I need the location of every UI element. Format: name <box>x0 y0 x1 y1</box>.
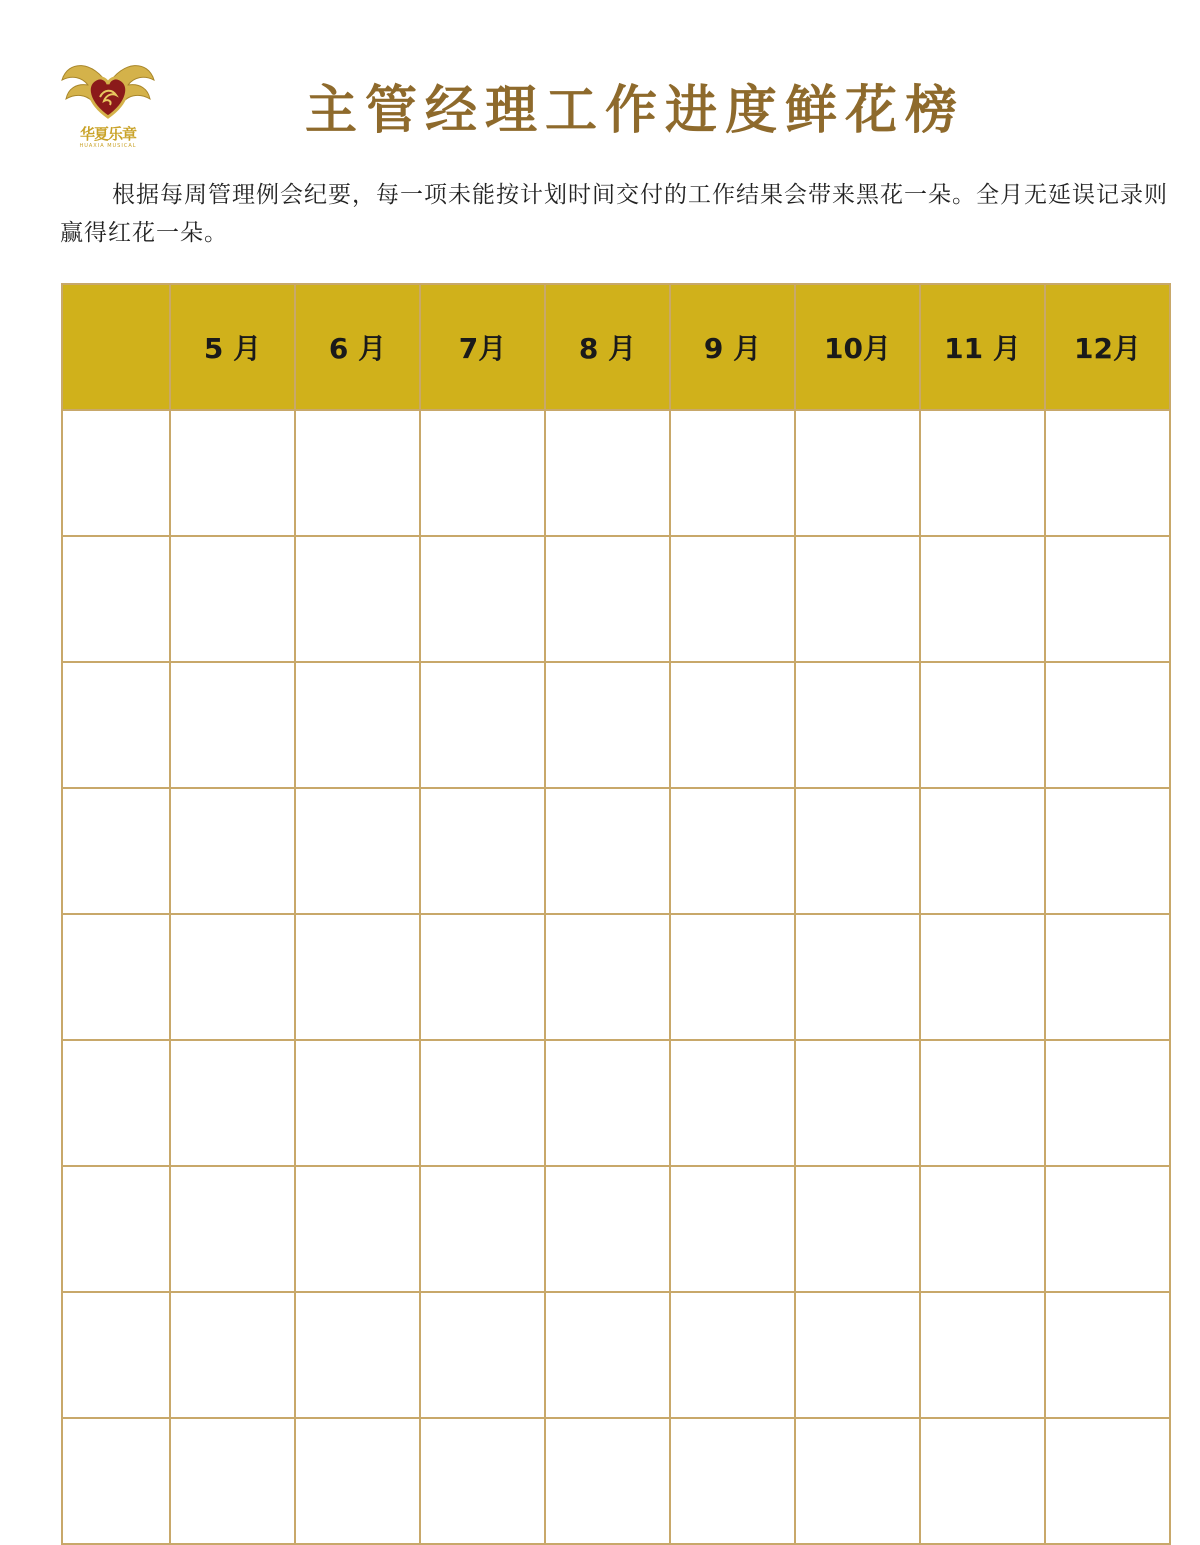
header-month-10: 10月 <box>795 284 920 410</box>
flower-record-cell[interactable] <box>545 1166 670 1292</box>
manager-name-cell[interactable] <box>62 1166 170 1292</box>
flower-record-cell[interactable] <box>170 1418 295 1544</box>
flower-record-cell[interactable] <box>420 536 545 662</box>
flower-record-cell[interactable] <box>670 1418 795 1544</box>
table-row <box>62 1418 1170 1544</box>
flower-record-cell[interactable] <box>670 536 795 662</box>
flower-record-cell[interactable] <box>170 788 295 914</box>
flower-record-cell[interactable] <box>1045 410 1170 536</box>
flower-record-cell[interactable] <box>170 410 295 536</box>
flower-record-cell[interactable] <box>295 788 420 914</box>
logo-subtext: HUAXIA MUSICAL <box>79 143 137 149</box>
flower-record-cell[interactable] <box>170 662 295 788</box>
flower-record-cell[interactable] <box>795 410 920 536</box>
table-row <box>62 914 1170 1040</box>
flower-record-cell[interactable] <box>295 1040 420 1166</box>
flower-record-cell[interactable] <box>1045 1040 1170 1166</box>
progress-flower-table <box>61 283 1171 1545</box>
header-month-8: 8 月 <box>545 284 670 410</box>
header-month-6: 6 月 <box>295 284 420 410</box>
manager-name-cell[interactable] <box>62 536 170 662</box>
flower-record-cell[interactable] <box>295 410 420 536</box>
flower-record-cell[interactable] <box>1045 1292 1170 1418</box>
flower-record-cell[interactable] <box>1045 1166 1170 1292</box>
flower-record-cell[interactable] <box>420 662 545 788</box>
flower-record-cell[interactable] <box>670 1166 795 1292</box>
flower-record-cell[interactable] <box>920 410 1045 536</box>
flower-record-cell[interactable] <box>795 1292 920 1418</box>
flower-record-cell[interactable] <box>920 1166 1045 1292</box>
table-row <box>62 1166 1170 1292</box>
flower-record-cell[interactable] <box>795 1418 920 1544</box>
header-month-11: 11 月 <box>920 284 1045 410</box>
flower-record-cell[interactable] <box>545 410 670 536</box>
flower-record-cell[interactable] <box>295 1418 420 1544</box>
table-row <box>62 410 1170 536</box>
flower-record-cell[interactable] <box>670 662 795 788</box>
flower-record-cell[interactable] <box>295 1166 420 1292</box>
flower-record-cell[interactable] <box>1045 914 1170 1040</box>
flower-record-cell[interactable] <box>670 1292 795 1418</box>
flower-record-cell[interactable] <box>795 1166 920 1292</box>
flower-record-cell[interactable] <box>420 1418 545 1544</box>
table-body <box>62 410 1170 1544</box>
flower-record-cell[interactable] <box>795 788 920 914</box>
flower-record-cell[interactable] <box>420 788 545 914</box>
flower-record-cell[interactable] <box>795 1040 920 1166</box>
flower-record-cell[interactable] <box>170 1040 295 1166</box>
header-month-12: 12月 <box>1045 284 1170 410</box>
table-row <box>62 662 1170 788</box>
manager-name-cell[interactable] <box>62 410 170 536</box>
flower-record-cell[interactable] <box>795 914 920 1040</box>
table-row <box>62 1292 1170 1418</box>
flower-record-cell[interactable] <box>920 1040 1045 1166</box>
flower-record-cell[interactable] <box>1045 788 1170 914</box>
flower-record-cell[interactable] <box>545 662 670 788</box>
flower-record-cell[interactable] <box>795 662 920 788</box>
flower-record-cell[interactable] <box>1045 536 1170 662</box>
flower-record-cell[interactable] <box>545 788 670 914</box>
intro-paragraph: 根据每周管理例会纪要，每一项未能按计划时间交付的工作结果会带来黑花一朵。全月无延误记录则赢得红花一朵。 <box>60 182 1168 246</box>
table-row <box>62 536 1170 662</box>
table-row <box>62 788 1170 914</box>
header-month-5: 5 月 <box>170 284 295 410</box>
flower-record-cell[interactable] <box>545 1040 670 1166</box>
flower-record-cell[interactable] <box>545 536 670 662</box>
logo-wordmark: 华夏乐章 <box>79 125 136 143</box>
flower-record-cell[interactable] <box>920 536 1045 662</box>
flower-record-cell[interactable] <box>920 914 1045 1040</box>
flower-record-cell[interactable] <box>295 662 420 788</box>
flower-record-cell[interactable] <box>670 914 795 1040</box>
flower-record-cell[interactable] <box>545 1418 670 1544</box>
table-row <box>62 1040 1170 1166</box>
header-month-7: 7月 <box>420 284 545 410</box>
flower-record-cell[interactable] <box>670 1040 795 1166</box>
manager-name-cell[interactable] <box>62 1040 170 1166</box>
flower-record-cell[interactable] <box>545 1292 670 1418</box>
flower-record-cell[interactable] <box>670 410 795 536</box>
table-header-row <box>62 284 1170 410</box>
header-month-9: 9 月 <box>670 284 795 410</box>
manager-name-cell[interactable] <box>62 788 170 914</box>
flower-record-cell[interactable] <box>795 536 920 662</box>
flower-record-cell[interactable] <box>170 536 295 662</box>
flower-record-cell[interactable] <box>420 914 545 1040</box>
flower-record-cell[interactable] <box>920 662 1045 788</box>
flower-record-cell[interactable] <box>170 914 295 1040</box>
flower-record-cell[interactable] <box>170 1292 295 1418</box>
flower-record-cell[interactable] <box>545 914 670 1040</box>
flower-record-cell[interactable] <box>420 410 545 536</box>
flower-record-cell[interactable] <box>295 1292 420 1418</box>
flower-record-cell[interactable] <box>670 788 795 914</box>
company-logo <box>58 55 158 153</box>
flower-record-cell[interactable] <box>420 1040 545 1166</box>
flower-record-cell[interactable] <box>420 1166 545 1292</box>
manager-name-cell[interactable] <box>62 1292 170 1418</box>
flower-record-cell[interactable] <box>295 914 420 1040</box>
manager-name-cell[interactable] <box>62 914 170 1040</box>
manager-name-cell[interactable] <box>62 662 170 788</box>
flower-record-cell[interactable] <box>920 1292 1045 1418</box>
manager-name-cell[interactable] <box>62 1418 170 1544</box>
flower-record-cell[interactable] <box>170 1166 295 1292</box>
flower-record-cell[interactable] <box>920 788 1045 914</box>
flower-record-cell[interactable] <box>920 1418 1045 1544</box>
page-title: 主管经理工作进度鲜花榜 <box>304 81 965 141</box>
header-blank-cell <box>62 284 170 410</box>
flower-record-cell[interactable] <box>295 536 420 662</box>
flower-record-cell[interactable] <box>1045 1418 1170 1544</box>
flower-record-cell[interactable] <box>420 1292 545 1418</box>
flower-record-cell[interactable] <box>1045 662 1170 788</box>
